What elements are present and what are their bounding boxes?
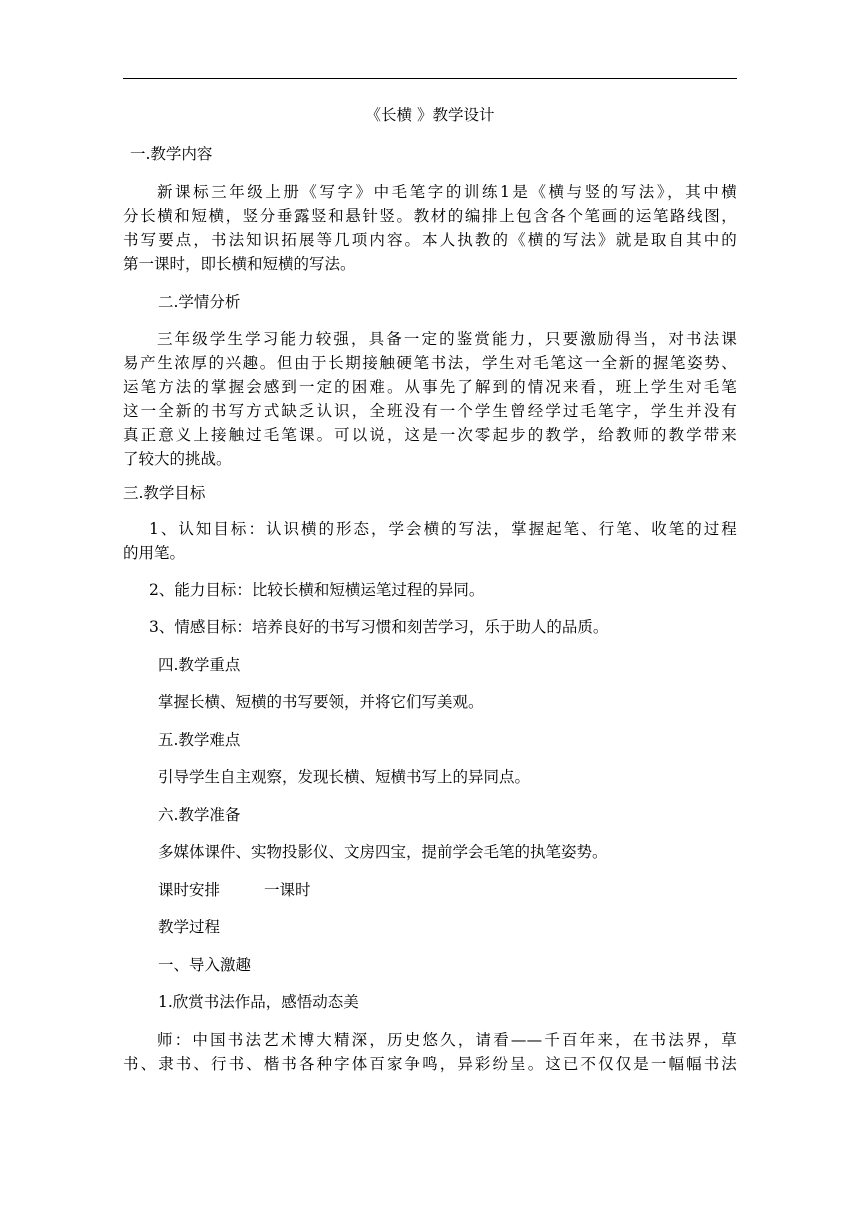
analysis-line-6: 了较大的挑战。 [123,450,232,468]
analysis-line-5: 真正意义上接触过毛笔课。可以说，这是一次零起步的教学，给教师的教学带来 [123,426,737,444]
heading-content: 一.教学内容 [130,145,213,163]
content-line-2: 分长横和短横，竖分垂露竖和悬针竖。教材的编排上包含各个笔画的运笔路线图， [123,207,737,225]
key-points-text: 掌握长横、短横的书写要领，并将它们写美观。 [158,693,484,711]
goal-1-line-2: 的用笔。 [123,544,186,562]
preparation-text: 多媒体课件、实物投影仪、文房四宝，提前学会毛笔的执笔姿势。 [158,843,608,861]
content-line-4: 第一课时，即长横和短横的写法。 [123,255,356,273]
goal-3: 3、情感目标：培养良好的书写习惯和刻苦学习，乐于助人的品质。 [149,618,609,636]
content-line-1: 新课标三年级上册《写字》中毛笔字的训练1是《横与竖的写法》，其中横 [157,183,737,201]
analysis-line-4: 这一全新的书写方式缺乏认识，全班没有一个学生曾经学过毛笔字，学生并没有 [123,402,737,420]
header-rule [123,78,737,79]
schedule-label: 课时安排 [158,881,221,899]
teacher-line-1: 师：中国书法艺术博大精深，历史悠久，请看——千百年来，在书法界，草 [157,1031,737,1049]
heading-step-1: 一、导入激趣 [158,956,252,974]
goal-2: 2、能力目标：比较长横和短横运笔过程的异同。 [149,581,485,599]
teacher-line-2: 书、隶书、行书、楷书各种字体百家争鸣，异彩纷呈。这已不仅仅是一幅幅书法 [123,1055,737,1073]
analysis-line-2: 易产生浓厚的兴趣。但由于长期接触硬笔书法，学生对毛笔这一全新的握笔姿势、 [123,354,737,372]
heading-difficulty: 五.教学难点 [158,731,241,749]
step-1-subheading: 1.欣赏书法作品，感悟动态美 [158,993,359,1011]
analysis-line-3: 运笔方法的掌握会感到一定的困难。从事先了解到的情况来看，班上学生对毛笔 [123,378,737,396]
heading-goals: 三.教学目标 [123,484,206,502]
difficulty-text: 引导学生自主观察，发现长横、短横书写上的异同点。 [158,768,531,786]
goal-1-line-1: 1、认知目标：认识横的形态，学会横的写法，掌握起笔、行笔、收笔的过程 [149,520,737,538]
heading-key-points: 四.教学重点 [158,656,241,674]
heading-preparation: 六.教学准备 [158,806,241,824]
content-line-3: 书写要点，书法知识拓展等几项内容。本人执教的《横的写法》就是取自其中的 [123,231,737,249]
schedule-value: 一课时 [264,881,311,899]
document-title: 《长横 》教学设计 [365,106,495,124]
analysis-line-1: 三年级学生学习能力较强，具备一定的鉴赏能力，只要激励得当，对书法课 [157,330,737,348]
heading-analysis: 二.学情分析 [158,293,241,311]
heading-process: 教学过程 [158,918,221,936]
